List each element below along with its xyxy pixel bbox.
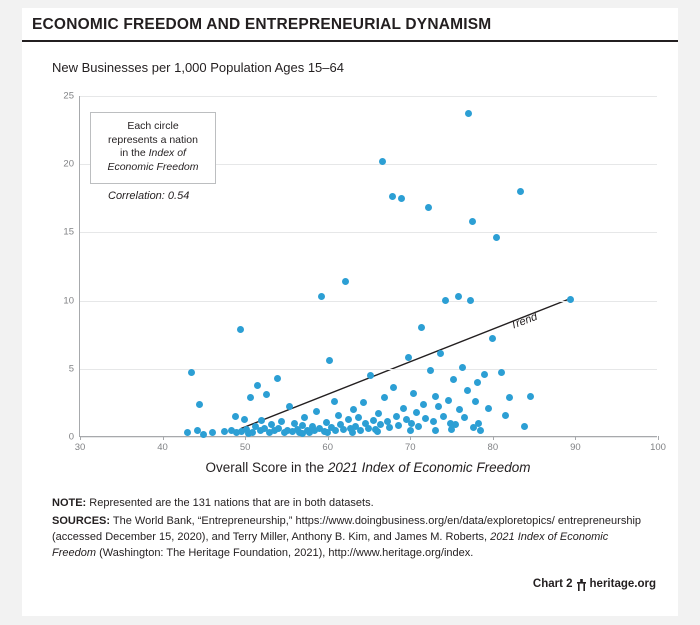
scatter-point xyxy=(350,406,357,413)
scatter-point xyxy=(357,427,364,434)
scatter-point xyxy=(527,393,534,400)
scatter-point xyxy=(440,413,447,420)
title-bar xyxy=(22,16,678,42)
scatter-point xyxy=(340,426,347,433)
scatter-point xyxy=(413,409,420,416)
scatter-point xyxy=(241,416,248,423)
scatter-point xyxy=(326,357,333,364)
callout-line-1: Each circle xyxy=(127,120,179,132)
scatter-point xyxy=(379,158,386,165)
footnotes xyxy=(52,496,652,562)
scatter-point xyxy=(432,427,439,434)
x-tick-mark xyxy=(410,436,411,440)
gridline-y xyxy=(80,437,657,438)
note-label: NOTE: xyxy=(52,497,87,509)
scatter-point xyxy=(196,401,203,408)
scatter-point xyxy=(249,429,256,436)
chart-subtitle: New Businesses per 1,000 Population Ages 15–64 xyxy=(52,60,344,75)
x-tick-mark xyxy=(575,436,576,440)
brand-label: heritage.org xyxy=(589,578,656,590)
scatter-point xyxy=(445,397,452,404)
scatter-point xyxy=(430,418,437,425)
callout-line-3: in the xyxy=(120,147,149,160)
scatter-point xyxy=(237,326,244,333)
scatter-point xyxy=(455,293,462,300)
gridline-y xyxy=(80,369,657,370)
scatter-point xyxy=(393,413,400,420)
chart-footer xyxy=(533,578,656,590)
y-tick-label: 5 xyxy=(68,363,74,375)
page-title: ECONOMIC FREEDOM AND ENTREPRENEURIAL DYNAMISM xyxy=(32,16,492,33)
x-tick-mark xyxy=(80,436,81,440)
callout-line-2: represents a nation xyxy=(108,133,198,146)
gridline-y xyxy=(80,232,657,233)
y-tick-label: 10 xyxy=(63,295,74,307)
sources-line xyxy=(52,514,652,562)
scatter-point xyxy=(374,428,381,435)
scatter-point xyxy=(448,426,455,433)
note-line xyxy=(52,496,652,512)
x-tick-label: 60 xyxy=(322,442,333,453)
x-tick-label: 30 xyxy=(74,442,86,453)
scatter-point xyxy=(415,423,422,430)
scatter-point xyxy=(502,412,509,419)
x-tick-mark xyxy=(658,436,659,440)
scatter-point xyxy=(521,423,528,430)
scatter-point xyxy=(469,218,476,225)
heritage-logo-icon xyxy=(577,579,586,591)
scatter-point xyxy=(254,382,261,389)
sources-italic-1: 2021 Index of Economic Freedom xyxy=(52,530,609,559)
scatter-point xyxy=(221,428,228,435)
y-tick-label: 15 xyxy=(63,226,74,238)
scatter-point xyxy=(247,394,254,401)
scatter-point xyxy=(567,296,574,303)
x-tick-label: 100 xyxy=(650,442,666,453)
y-tick-label: 0 xyxy=(68,431,74,443)
sources-label: SOURCES: xyxy=(52,514,111,527)
scatter-point xyxy=(432,393,439,400)
scatter-point xyxy=(459,364,466,371)
scatter-point xyxy=(410,390,417,397)
y-tick-label: 25 xyxy=(63,90,74,102)
scatter-point xyxy=(506,394,513,401)
sources-text-1: The World Bank, “Entrepreneurship,” https://www.doingbusiness.org/en/data/exploretopics/ entrepreneurship (accessed December 15, 2020), and Terry Miller, Anthony B. Kim, and James M. Roberts, xyxy=(52,514,642,543)
scatter-point xyxy=(398,195,405,202)
chart-card xyxy=(22,8,678,616)
scatter-point xyxy=(301,414,308,421)
scatter-point xyxy=(400,405,407,412)
scatter-point xyxy=(418,324,425,331)
scatter-point xyxy=(474,379,481,386)
scatter-point xyxy=(345,416,352,423)
x-tick-mark xyxy=(163,436,164,440)
scatter-point xyxy=(472,398,479,405)
scatter-point xyxy=(335,412,342,419)
scatter-point xyxy=(331,398,338,405)
x-tick-mark xyxy=(328,436,329,440)
x-tick-mark xyxy=(493,436,494,440)
scatter-point xyxy=(477,427,484,434)
callout-line-3-italic: Index of xyxy=(148,147,186,160)
gridline-y xyxy=(80,96,657,97)
x-tick-label: 70 xyxy=(404,442,416,453)
scatter-point xyxy=(184,429,191,436)
scatter-point xyxy=(498,369,505,376)
x-tick-label: 50 xyxy=(239,442,251,453)
scatter-point xyxy=(375,410,382,417)
scatter-point xyxy=(408,420,415,427)
scatter-point xyxy=(232,413,239,420)
x-tick-label: 40 xyxy=(157,442,168,453)
x-axis-title-prefix: Overall Score in the xyxy=(205,460,328,475)
x-axis-title xyxy=(79,460,657,475)
y-tick-label: 20 xyxy=(63,158,74,170)
scatter-point xyxy=(370,417,377,424)
scatter-point xyxy=(481,371,488,378)
scatter-point xyxy=(464,387,471,394)
note-text: Represented are the 131 nations that are in both datasets. xyxy=(86,497,374,509)
legend-callout xyxy=(90,112,216,184)
chart-number: Chart 2 xyxy=(532,578,573,590)
trend-label: Trend xyxy=(508,310,539,332)
x-tick-label: 90 xyxy=(570,442,581,453)
scatter-point xyxy=(420,401,427,408)
scatter-point xyxy=(355,414,362,421)
callout-line-4-italic: Economic Freedom xyxy=(107,160,199,173)
sources-text-2: (Washington: The Heritage Foundation, 2021), http://www.heritage.org/index. xyxy=(96,546,474,559)
correlation-label: Correlation: 0.54 xyxy=(108,190,190,202)
scatter-point xyxy=(365,425,372,432)
scatter-point xyxy=(349,429,356,436)
scatter-point xyxy=(517,188,524,195)
scatter-point xyxy=(450,376,457,383)
x-axis-title-italic: 2021 Index of Economic Freedom xyxy=(327,460,531,475)
x-tick-label: 80 xyxy=(487,442,499,453)
scatter-point xyxy=(274,375,281,382)
